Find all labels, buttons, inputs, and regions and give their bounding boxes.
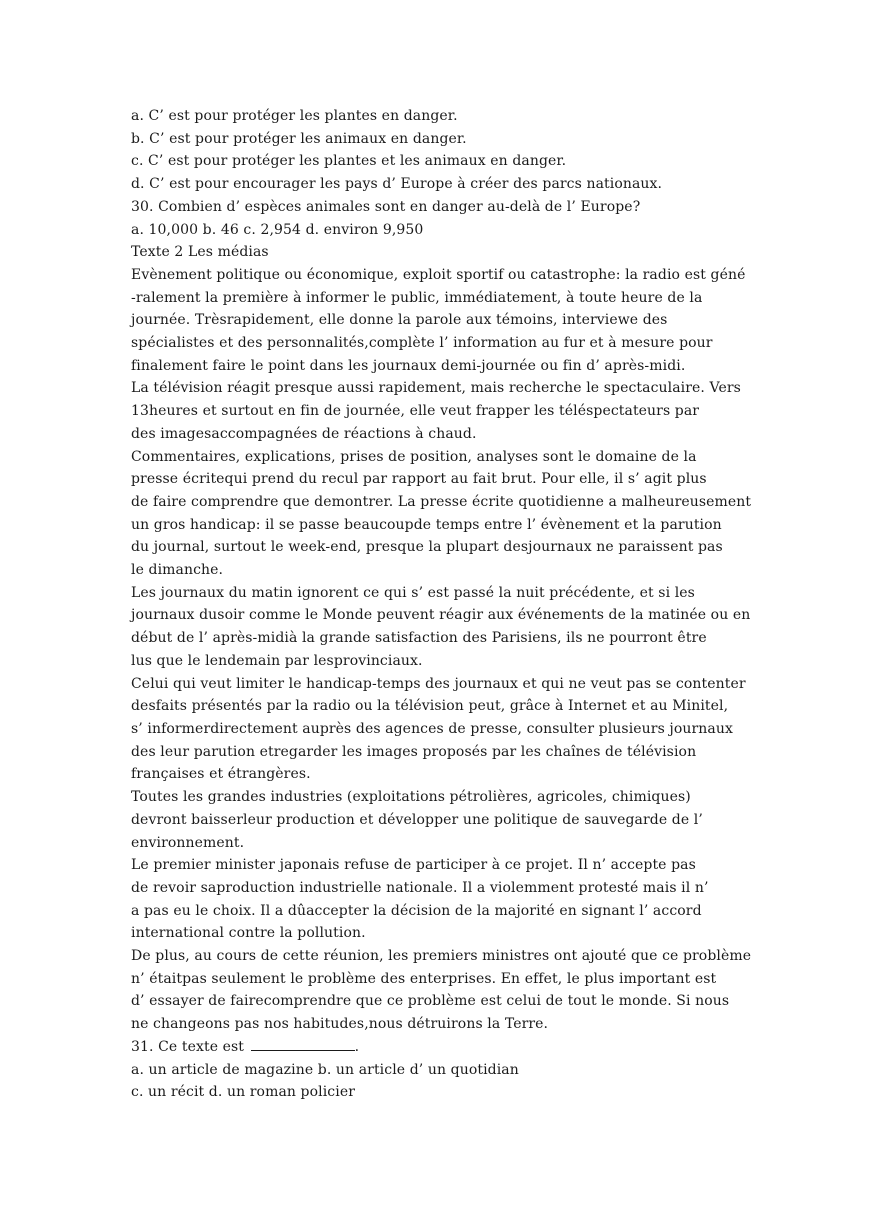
text-line: Commentaires, explications, prises de position, analyses sont le domaine de la (131, 448, 697, 465)
text-line: spécialistes et des personnalités,complète l’ information au fur et à mesure pour (131, 335, 713, 352)
text-line: Toutes les grandes industries (exploitations pétrolières, agricoles, chimiques) (131, 789, 691, 806)
text-line: de faire comprendre que demontrer. La presse écrite quotidienne a malheureusement (131, 493, 752, 510)
text-line: finalement faire le point dans les journaux demi-journée ou fin d’ après-midi. (131, 357, 686, 374)
text-line: Le premier minister japonais refuse de participer à ce projet. Il n’ accepte pas (131, 857, 696, 874)
text-line: début de l’ après-midià la grande satisfaction des Parisiens, ils ne pourront être (131, 630, 707, 647)
text-line: journée. Trèsrapidement, elle donne la parole aux témoins, interviewe des (131, 312, 668, 329)
text-line: international contre la pollution. (131, 925, 366, 942)
text-line: s’ informerdirectement auprès des agences de presse, consulter plusieurs journaux (131, 720, 733, 737)
text-line: Les journaux du matin ignorent ce qui s’ est passé la nuit précédente, et si les (131, 584, 695, 601)
text-line: du journal, surtout le week-end, presque la plupart desjournaux ne paraissent pas (131, 539, 723, 556)
text-line: 13heures et surtout en fin de journée, elle veut frapper les téléspectateurs par (131, 403, 700, 420)
text-line: devront baisserleur production et développer une politique de sauvegarde de l’ (131, 811, 703, 828)
question-30-options: a. 10,000 b. 46 c. 2,954 d. environ 9,950 (131, 221, 424, 238)
text-line: françaises et étrangères. (131, 766, 311, 783)
text-line: b. C’ est pour protéger les animaux en danger. (131, 130, 467, 147)
text-line: des leur parution etregarder les images proposés par les chaînes de télévision (131, 743, 697, 760)
question-31-options-line-1: a. un article de magazine b. un article d’ un quotidian (131, 1061, 519, 1078)
text-line: lus que le lendemain par lesprovinciaux. (131, 652, 423, 669)
text-line: a pas eu le choix. Il a dûaccepter la décision de la majorité en signant l’ accord (131, 902, 702, 919)
text-line: d’ essayer de fairecomprendre que ce problème est celui de tout le monde. Si nous (131, 993, 730, 1010)
question-31-prefix: 31. Ce texte est (131, 1038, 245, 1055)
text-line: -ralement la première à informer le public, immédiatement, à toute heure de la (131, 289, 703, 306)
document-page (131, 105, 752, 1104)
text-line: des imagesaccompagnées de réactions à chaud. (131, 425, 477, 442)
answer-blank (251, 1036, 355, 1051)
question-31 (131, 1036, 741, 1059)
text-line: Celui qui veut limiter le handicap-temps des journaux et qui ne veut pas se contenter (131, 675, 746, 692)
text-line: La télévision réagit presque aussi rapidement, mais recherche le spectaculaire. Vers (131, 380, 741, 397)
text-line: Evènement politique ou économique, exploit sportif ou catastrophe: la radio est géné (131, 266, 746, 283)
question-31-options-line-2: c. un récit d. un roman policier (131, 1084, 355, 1101)
text-line: ne changeons pas nos habitudes,nous détruirons la Terre. (131, 1016, 549, 1033)
text-line: n’ étaitpas seulement le problème des enterprises. En effet, le plus important est (131, 970, 717, 987)
text-line: De plus, au cours de cette réunion, les premiers ministres ont ajouté que ce problème (131, 948, 752, 965)
text-line: environnement. (131, 834, 245, 851)
text-line: c. C’ est pour protéger les plantes et les animaux en danger. (131, 153, 567, 170)
text-line: presse écritequi prend du recul par rapport au fait brut. Pour elle, il s’ agit plus (131, 471, 707, 488)
text-line: desfaits présentés par la radio ou la télévision peut, grâce à Internet et au Minitel, (131, 698, 729, 715)
question-31-suffix: . (354, 1038, 360, 1055)
question-30: 30. Combien d’ espèces animales sont en danger au-delà de l’ Europe? (131, 198, 641, 215)
text-line: d. C’ est pour encourager les pays d’ Europe à créer des parcs nationaux. (131, 176, 663, 193)
text-line: de revoir saproduction industrielle nationale. Il a violemment protesté mais il n’ (131, 879, 709, 896)
text-line: a. C’ est pour protéger les plantes en danger. (131, 108, 458, 124)
text-2-heading: Texte 2 Les médias (131, 244, 269, 261)
text-line: le dimanche. (131, 562, 224, 579)
text-line: un gros handicap: il se passe beaucoupde temps entre l’ évènement et la parution (131, 516, 722, 533)
text-line: journaux dusoir comme le Monde peuvent réagir aux événements de la matinée ou en (131, 607, 751, 624)
